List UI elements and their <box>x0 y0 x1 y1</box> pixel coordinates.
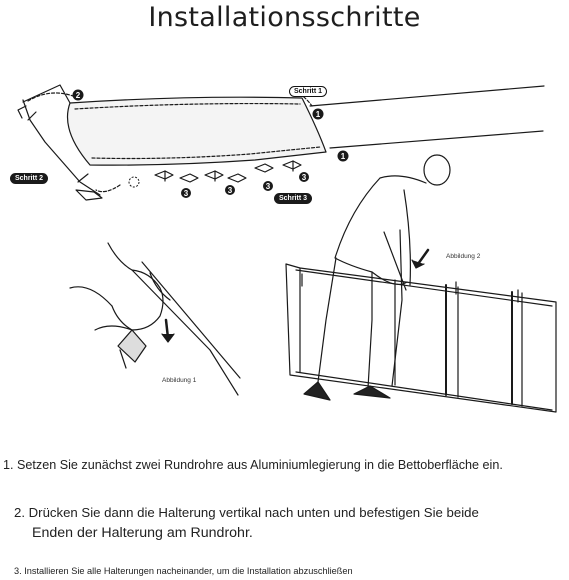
marker-3-b: 3 <box>227 186 233 195</box>
label-schritt-1: Schritt 1 <box>289 86 327 97</box>
marker-2-top: 2 <box>75 91 81 100</box>
rod-top <box>310 86 544 106</box>
figure-2-cot <box>286 264 556 412</box>
instruction-step-2-line-1: 2. Drücken Sie dann die Halterung vertikal nach unten und befestigen Sie beide <box>14 505 479 520</box>
rod-bottom <box>330 131 543 148</box>
label-schritt-3: Schritt 3 <box>274 193 312 204</box>
instruction-step-2-line-2: Enden der Halterung am Rundrohr. <box>32 525 253 541</box>
arrow-down-fig2 <box>418 250 428 264</box>
marker-1-top: 1 <box>315 110 321 119</box>
marker-1-bottom: 1 <box>340 152 346 161</box>
marker-3-a: 3 <box>183 189 189 198</box>
caption-abbildung-2: Abbildung 2 <box>446 253 481 260</box>
figure-1-hand <box>70 243 240 395</box>
marker-3-d: 3 <box>301 173 307 182</box>
marker-3-c: 3 <box>265 182 271 191</box>
caption-abbildung-1: Abbildung 1 <box>162 377 197 384</box>
instruction-step-3: 3. Installieren Sie alle Halterungen nacheinander, um die Installation abzuschließen <box>14 566 353 576</box>
label-schritt-2: Schritt 2 <box>10 173 48 184</box>
page-title: Installationsschritte <box>148 2 421 33</box>
instruction-step-1: 1. Setzen Sie zunächst zwei Rundrohre aus Aluminiumlegierung in die Bettoberfläche ein. <box>3 458 503 472</box>
instruction-step-2 <box>14 502 479 544</box>
figure-2-person <box>301 155 450 400</box>
